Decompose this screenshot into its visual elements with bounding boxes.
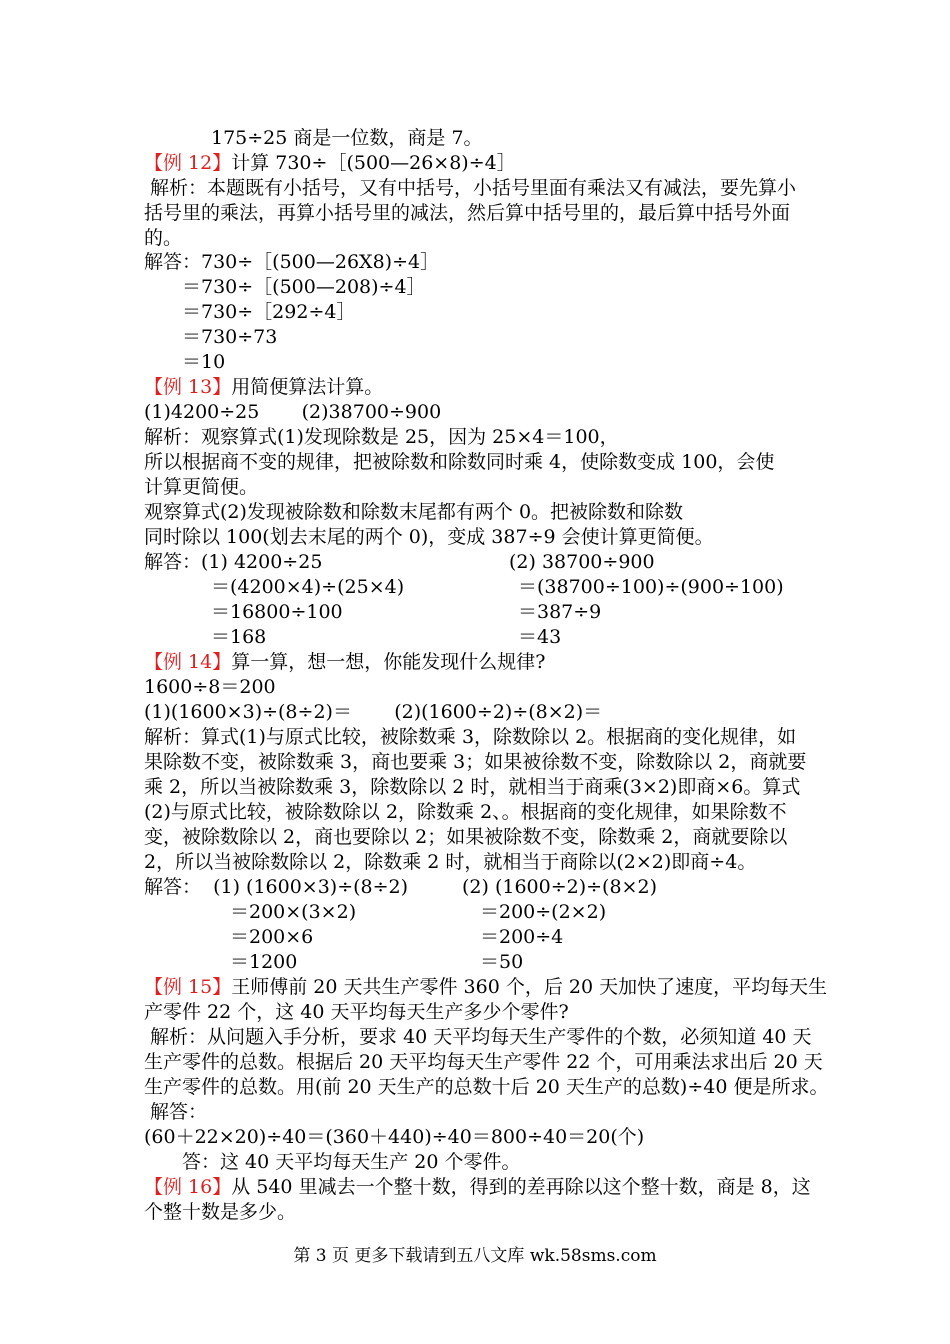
text-line: ＝200×(3×2) bbox=[230, 901, 357, 923]
text-line: ＝1200 bbox=[230, 951, 298, 973]
example-tag: 【例 16】 bbox=[144, 1176, 232, 1198]
text-line: 观察算式(2)发现被除数和除数末尾都有两个 0。把被除数和除数 bbox=[144, 501, 684, 523]
text-line: ＝(38700÷100)÷(900÷100) bbox=[518, 576, 784, 598]
example-prompt: 计算 730÷［(500—26×8)÷4］ bbox=[231, 152, 516, 174]
example-tag: 【例 13】 bbox=[144, 376, 232, 398]
text-line: ＝730÷［292÷4］ bbox=[182, 301, 356, 323]
text-line: 解答： (1) (1600×3)÷(8÷2) bbox=[144, 876, 409, 898]
text-line: 解析：算式(1)与原式比较，被除数乘 3，除数除以 2。根据商的变化规律，如 bbox=[144, 726, 797, 748]
text-line: 果除数不变，被除数乘 3，商也要乘 3；如果被徐数不变，除数除以 2，商就要 bbox=[144, 751, 807, 773]
text-line: 答：这 40 天平均每天生产 20 个零件。 bbox=[182, 1151, 521, 1173]
text-line: (2) (1600÷2)÷(8×2) bbox=[462, 876, 657, 898]
text-line: 解答：(1) 4200÷25 bbox=[144, 551, 323, 573]
text-line: ＝200÷(2×2) bbox=[480, 901, 607, 923]
text-line: ＝10 bbox=[182, 351, 226, 373]
text-line: 同时除以 100(划去末尾的两个 0)，变成 387÷9 会使计算更简便。 bbox=[144, 526, 714, 548]
text-line: 产零件 22 个，这 40 天平均每天生产多少个零件? bbox=[144, 1001, 569, 1023]
text-line: ＝730÷［(500—208)÷4］ bbox=[182, 276, 426, 298]
example-12-heading bbox=[144, 151, 516, 176]
text-line: 1600÷8＝200 bbox=[144, 676, 276, 698]
text-line: 括号里的乘法，再算小括号里的减法，然后算中括号里的，最后算中括号外面 bbox=[144, 202, 791, 224]
example-tag: 【例 14】 bbox=[144, 651, 232, 673]
text-line: 2，所以当被除数除以 2，除数乘 2 时，就相当于商除以(2×2)即商÷4。 bbox=[144, 851, 757, 873]
example-prompt: 王师傅前 20 天共生产零件 360 个，后 20 天加快了速度，平均每天生 bbox=[231, 976, 828, 998]
text-line: (1)(1600×3)÷(8÷2)＝ (2)(1600÷2)÷(8×2)＝ bbox=[144, 701, 603, 723]
text-line: ＝50 bbox=[480, 951, 524, 973]
page-footer: 第 3 页 更多下载请到五八文库 wk.58sms.com bbox=[293, 1246, 657, 1266]
text-line: ＝(4200×4)÷(25×4) bbox=[211, 576, 405, 598]
text-line: (2) 38700÷900 bbox=[509, 551, 655, 573]
text-line: 解答：730÷［(500—26X8)÷4］ bbox=[144, 251, 440, 273]
text-line: ＝16800÷100 bbox=[211, 601, 343, 623]
example-16-heading bbox=[144, 1175, 811, 1200]
text-line: ＝168 bbox=[211, 626, 267, 648]
text-line: 计算更简便。 bbox=[144, 476, 259, 498]
text-line: ＝387÷9 bbox=[518, 601, 602, 623]
text-line: (2)与原式比较，被除数除以 2，除数乘 2、。根据商的变化规律，如果除数不 bbox=[144, 801, 787, 823]
text-line: 所以根据商不变的规律，把被除数和除数同时乘 4，使除数变成 100，会使 bbox=[144, 451, 775, 473]
example-tag: 【例 15】 bbox=[144, 976, 232, 998]
example-14-heading bbox=[144, 650, 545, 675]
text-line: 的。 bbox=[144, 227, 183, 249]
text-line: 解析：观察算式(1)发现除数是 25，因为 25×4＝100， bbox=[144, 426, 619, 448]
example-15-heading bbox=[144, 975, 827, 1000]
text-line: 解析：从问题入手分析，要求 40 天平均每天生产零件的个数，必须知道 40 天 bbox=[144, 1026, 812, 1048]
text-line: (60＋22×20)÷40＝(360＋440)÷40＝800÷40＝20(个) bbox=[144, 1126, 645, 1148]
text-line: 生产零件的总数。用(前 20 天生产的总数十后 20 天生产的总数)÷40 便是所求。 bbox=[144, 1076, 829, 1098]
text-line: 生产零件的总数。根据后 20 天平均每天生产零件 22 个，可用乘法求出后 20 天 bbox=[144, 1051, 823, 1073]
text-line: ＝730÷73 bbox=[182, 326, 278, 348]
example-13-heading bbox=[144, 375, 383, 400]
text-line: (1)4200÷25 (2)38700÷900 bbox=[144, 401, 442, 423]
text-line: 乘 2，所以当被除数乘 3，除数除以 2 时，就相当于商乘(3×2)即商×6。算式 bbox=[144, 776, 801, 798]
example-prompt: 算一算，想一想，你能发现什么规律? bbox=[231, 651, 546, 673]
text-line: ＝43 bbox=[518, 626, 562, 648]
text-line: 变，被除数除以 2，商也要除以 2；如果被除数不变，除数乘 2，商就要除以 bbox=[144, 826, 788, 848]
text-line: 解析：本题既有小括号，又有中括号，小括号里面有乘法又有减法，要先算小 bbox=[144, 177, 797, 199]
example-tag: 【例 12】 bbox=[144, 152, 232, 174]
text-line: ＝200×6 bbox=[230, 926, 314, 948]
example-prompt: 用简便算法计算。 bbox=[231, 376, 384, 398]
example-prompt: 从 540 里减去一个整十数，得到的差再除以这个整十数，商是 8，这 bbox=[231, 1176, 811, 1198]
text-line: ＝200÷4 bbox=[480, 926, 564, 948]
text-line: 175÷25 商是一位数，商是 7。 bbox=[211, 127, 483, 149]
text-line: 个整十数是多少。 bbox=[144, 1201, 297, 1223]
text-line: 解答： bbox=[144, 1101, 208, 1123]
